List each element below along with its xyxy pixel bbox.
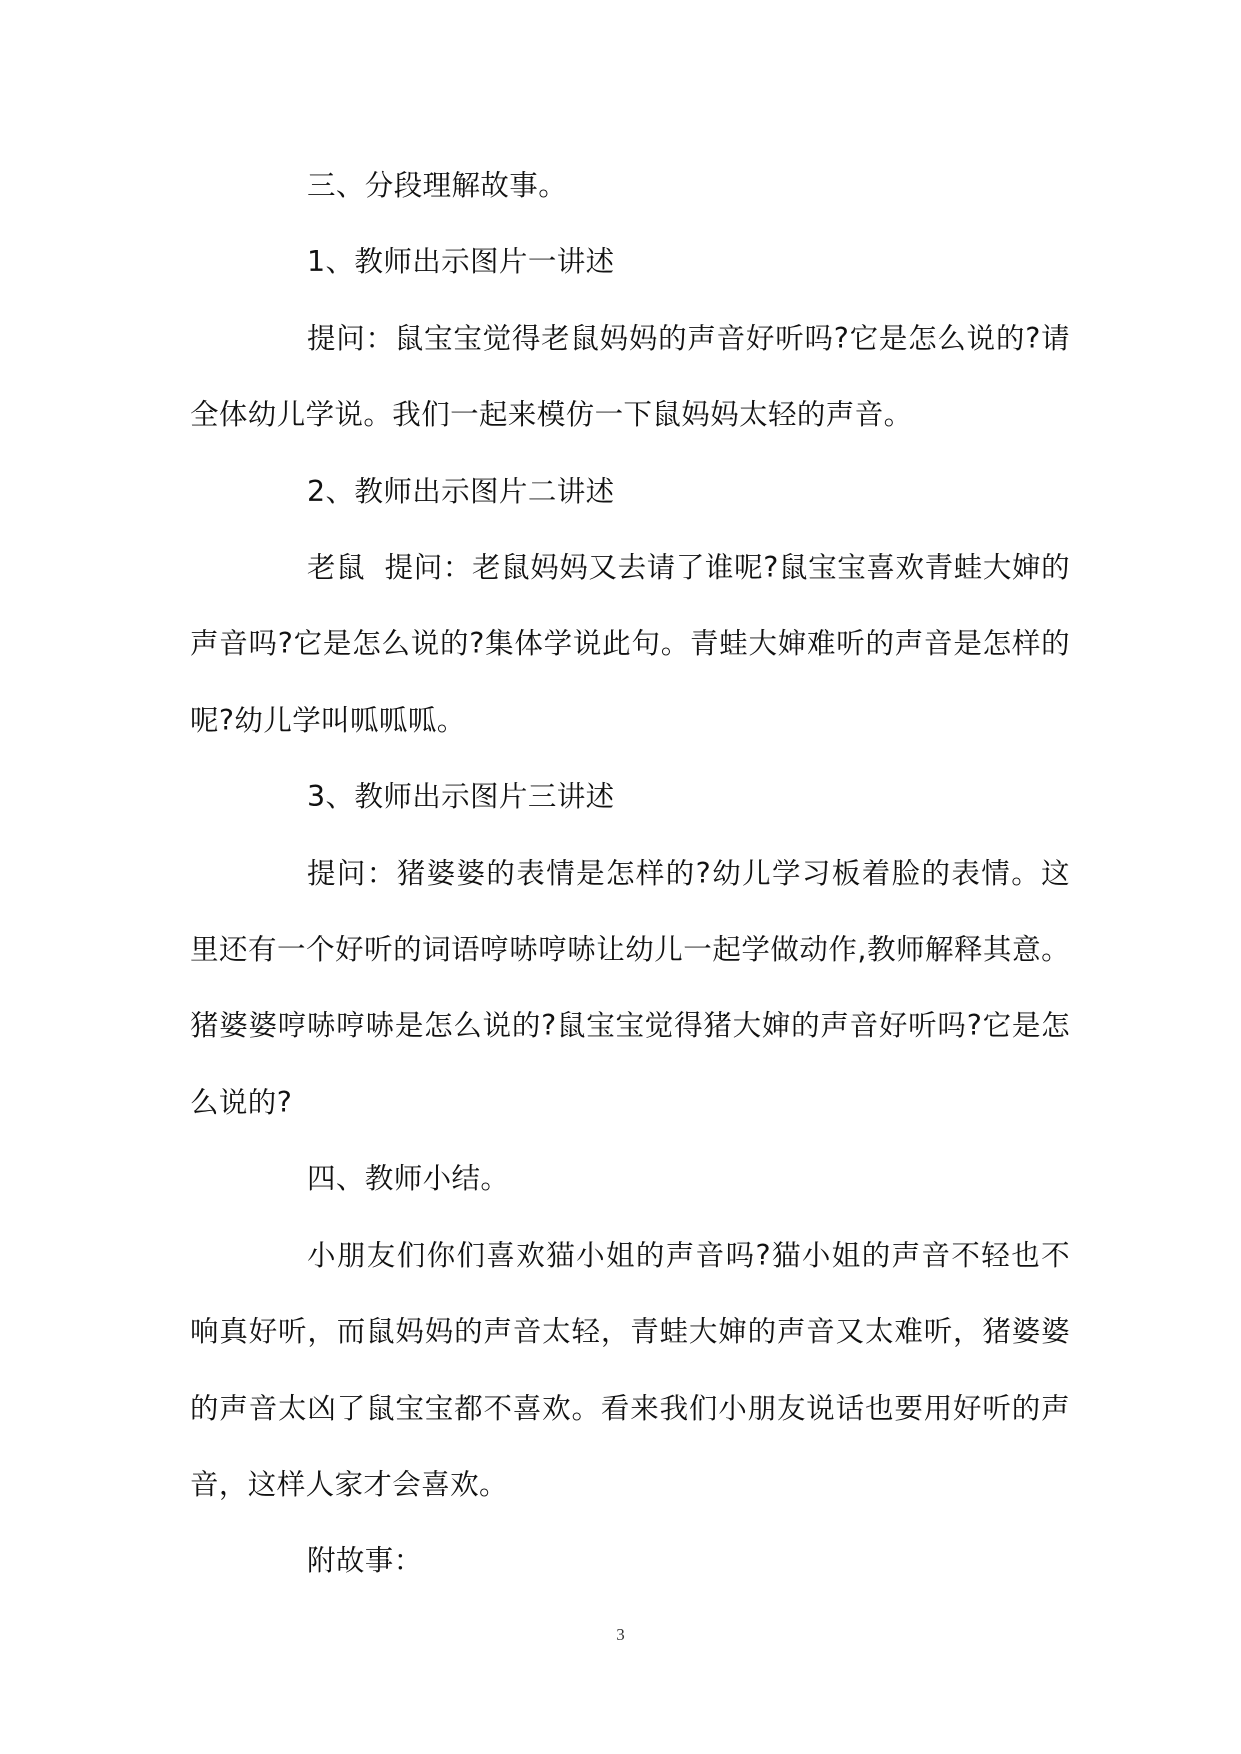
section-heading-four: 四、教师小结。 bbox=[307, 1162, 510, 1196]
step-one-heading: 1、教师出示图片一讲述 bbox=[307, 245, 615, 279]
teacher-summary: 小朋友们你们喜欢猫小姐的声音吗?猫小姐的声音不轻也不响真好听，而鼠妈妈的声音太轻，青蛙大婶的声音又太难听，猪婆婆的声音太凶了鼠宝宝都不喜欢。看来我们小朋友说话也要用好听的声音，这样人家才会喜欢。 bbox=[190, 1238, 1070, 1501]
appendix-story-heading: 附故事： bbox=[307, 1544, 423, 1578]
section-heading-three: 三、分段理解故事。 bbox=[307, 169, 568, 202]
step-three-heading: 3、教师出示图片三讲述 bbox=[307, 780, 615, 814]
step-three-question: 提问：猪婆婆的表情是怎样的?幼儿学习板着脸的表情。这里还有一个好听的词语哼哧哼哧让幼儿一起学做动作,教师解释其意。猪婆婆哼哧哼哧是怎么说的?鼠宝宝觉得猪大婶的声音好听吗?它是怎么说的? bbox=[190, 856, 1070, 1119]
step-two-question: 老鼠 提问：老鼠妈妈又去请了谁呢?鼠宝宝喜欢青蛙大婶的声音吗?它是怎么说的?集体学说此句。青蛙大婶难听的声音是怎样的呢?幼儿学叫呱呱呱。 bbox=[190, 551, 1070, 737]
page-number: 3 bbox=[616, 1625, 625, 1644]
step-two-heading: 2、教师出示图片二讲述 bbox=[307, 474, 615, 508]
document-body bbox=[190, 148, 1070, 1600]
step-one-question: 提问：鼠宝宝觉得老鼠妈妈的声音好听吗?它是怎么说的?请全体幼儿学说。我们一起来模仿一下鼠妈妈太轻的声音。 bbox=[190, 321, 1070, 432]
